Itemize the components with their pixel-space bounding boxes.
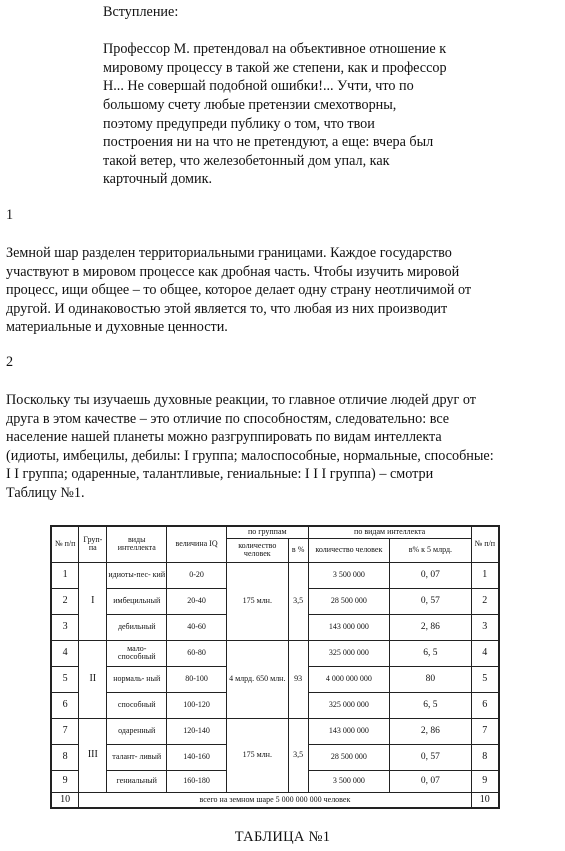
- row-count: 325 000 000: [308, 640, 390, 666]
- row-kind: талант- ливый: [107, 744, 167, 770]
- row-num-right: 9: [471, 770, 499, 792]
- row-kind: имбецильный: [107, 588, 167, 614]
- row-pct: 0, 57: [390, 744, 471, 770]
- section-2-text: [6, 391, 558, 503]
- group-count: 4 млрд. 650 млн.: [226, 640, 288, 718]
- row-iq: 40-60: [167, 614, 227, 640]
- row-kind: дебильный: [107, 614, 167, 640]
- table-row: [51, 562, 499, 588]
- header-count-kinds: количество человек: [308, 538, 390, 562]
- row-pct: 2, 86: [390, 614, 471, 640]
- group-count: 175 млн.: [226, 718, 288, 792]
- row-count: 3 500 000: [308, 770, 390, 792]
- header-num-right: № п/п: [471, 526, 499, 562]
- row-num-right: 7: [471, 718, 499, 744]
- intro-heading: Вступление:: [103, 4, 179, 20]
- intro-line: поэтому предупреди публику о том, что твои: [103, 115, 375, 132]
- table-row: [51, 640, 499, 666]
- header-pct: в %: [288, 538, 308, 562]
- row-num-right: 2: [471, 588, 499, 614]
- group-count: 175 млн.: [226, 562, 288, 640]
- row-count: 143 000 000: [308, 718, 390, 744]
- header-kinds: виды интеллекта: [107, 526, 167, 562]
- row-iq: 80-100: [167, 666, 227, 692]
- paragraph-line: друга в этом качестве – это отличие по способностям, следовательно: все: [6, 410, 450, 427]
- section-1-number: 1: [6, 207, 14, 223]
- header-num: № п/п: [51, 526, 79, 562]
- row-num-right: 1: [471, 562, 499, 588]
- row-count: 3 500 000: [308, 562, 390, 588]
- intro-line: построения ни на что не претендуют, а еще: вчера был: [103, 134, 434, 151]
- row-num: 8: [51, 744, 79, 770]
- group-label: II: [79, 640, 107, 718]
- row-iq: 60-80: [167, 640, 227, 666]
- intro-line: Профессор М. претендовал на объективное отношение к: [103, 41, 447, 58]
- row-num: 1: [51, 562, 79, 588]
- group-label: I: [79, 562, 107, 640]
- table-caption: ТАБЛИЦА №1: [234, 829, 331, 845]
- intro-line: такой ветер, что железобетонный дом упал, как: [103, 152, 390, 169]
- section-1-text: [6, 244, 558, 337]
- intro-line: большому счету любые претензии смехотворны,: [103, 96, 397, 113]
- row-num: 5: [51, 666, 79, 692]
- paragraph-line: процесс, ищи общее – то общее, которое делает одну страну неотличимой от: [6, 282, 472, 299]
- paragraph-line: (идиоты, имбецилы, дебилы: I группа; малоспособные, нормальные, способные:: [6, 447, 494, 464]
- section-2-number: 2: [6, 354, 14, 370]
- row-num-right: 4: [471, 640, 499, 666]
- paragraph-line: Земной шар разделен территориальными границами. Каждое государство: [6, 245, 452, 261]
- row-num: 9: [51, 770, 79, 792]
- paragraph-line: население нашей планеты можно разгруппировать по видам интеллекта: [6, 429, 442, 446]
- row-num-right: 8: [471, 744, 499, 770]
- table-header-row: [51, 526, 499, 538]
- row-num-right: 6: [471, 692, 499, 718]
- row-pct: 0, 07: [390, 562, 471, 588]
- total-num: 10: [51, 792, 79, 808]
- intro-line: карточный домик.: [103, 171, 213, 188]
- header-by-groups: по группам: [226, 526, 308, 538]
- row-num: 4: [51, 640, 79, 666]
- row-num-right: 5: [471, 666, 499, 692]
- intellect-table: [50, 525, 500, 809]
- paragraph-line: участвуют в мировом процессе как дробная часть. Чтобы изучить мировой: [6, 263, 460, 280]
- row-iq: 0-20: [167, 562, 227, 588]
- row-count: 143 000 000: [308, 614, 390, 640]
- row-pct: 6, 5: [390, 692, 471, 718]
- paragraph-line: другой. И одинаковостью этой является то, что любая из них производит: [6, 300, 448, 317]
- row-pct: 80: [390, 666, 471, 692]
- row-num: 6: [51, 692, 79, 718]
- row-count: 28 500 000: [308, 588, 390, 614]
- intro-line: Н... Не совершай подобной ошибки!... Учти, что по: [103, 78, 414, 95]
- total-text: всего на земном шаре 5 000 000 000 человек: [79, 792, 471, 808]
- table-total-row: [51, 792, 499, 808]
- row-iq: 120-140: [167, 718, 227, 744]
- paragraph-line: I I группа; одаренные, талантливые, гениальные: I I I группа) – смотри: [6, 466, 434, 483]
- paragraph-line: Поскольку ты изучаешь духовные реакции, то главное отличие людей друг от: [6, 392, 476, 408]
- row-pct: 0, 07: [390, 770, 471, 792]
- row-kind: способный: [107, 692, 167, 718]
- row-pct: 2, 86: [390, 718, 471, 744]
- header-iq: величина IQ: [167, 526, 227, 562]
- row-kind: идиоты-пес- кий: [107, 562, 167, 588]
- row-iq: 20-40: [167, 588, 227, 614]
- group-pct: 93: [288, 640, 308, 718]
- header-group: Груп- па: [79, 526, 107, 562]
- total-num-right: 10: [471, 792, 499, 808]
- group-pct: 3,5: [288, 562, 308, 640]
- paragraph-line: Таблицу №1.: [6, 484, 85, 501]
- intro-line: мировому процессу в такой же степени, как и профессор: [103, 59, 447, 76]
- row-pct: 0, 57: [390, 588, 471, 614]
- header-by-kinds: по видам интеллекта: [308, 526, 471, 538]
- row-kind: одаренный: [107, 718, 167, 744]
- row-count: 325 000 000: [308, 692, 390, 718]
- row-num: 3: [51, 614, 79, 640]
- row-count: 4 000 000 000: [308, 666, 390, 692]
- row-kind: гениальный: [107, 770, 167, 792]
- intro-block: [103, 3, 543, 189]
- row-num: 2: [51, 588, 79, 614]
- row-iq: 140-160: [167, 744, 227, 770]
- row-kind: нормаль- ный: [107, 666, 167, 692]
- row-count: 28 500 000: [308, 744, 390, 770]
- row-iq: 100-120: [167, 692, 227, 718]
- header-count: количество человек: [226, 538, 288, 562]
- row-pct: 6, 5: [390, 640, 471, 666]
- row-iq: 160-180: [167, 770, 227, 792]
- row-num-right: 3: [471, 614, 499, 640]
- row-kind: мало- способный: [107, 640, 167, 666]
- group-pct: 3,5: [288, 718, 308, 792]
- paragraph-line: материальные и духовные ценности.: [6, 319, 228, 336]
- row-num: 7: [51, 718, 79, 744]
- table-row: [51, 718, 499, 744]
- group-label: III: [79, 718, 107, 792]
- header-pct-5: в% к 5 млрд.: [390, 538, 471, 562]
